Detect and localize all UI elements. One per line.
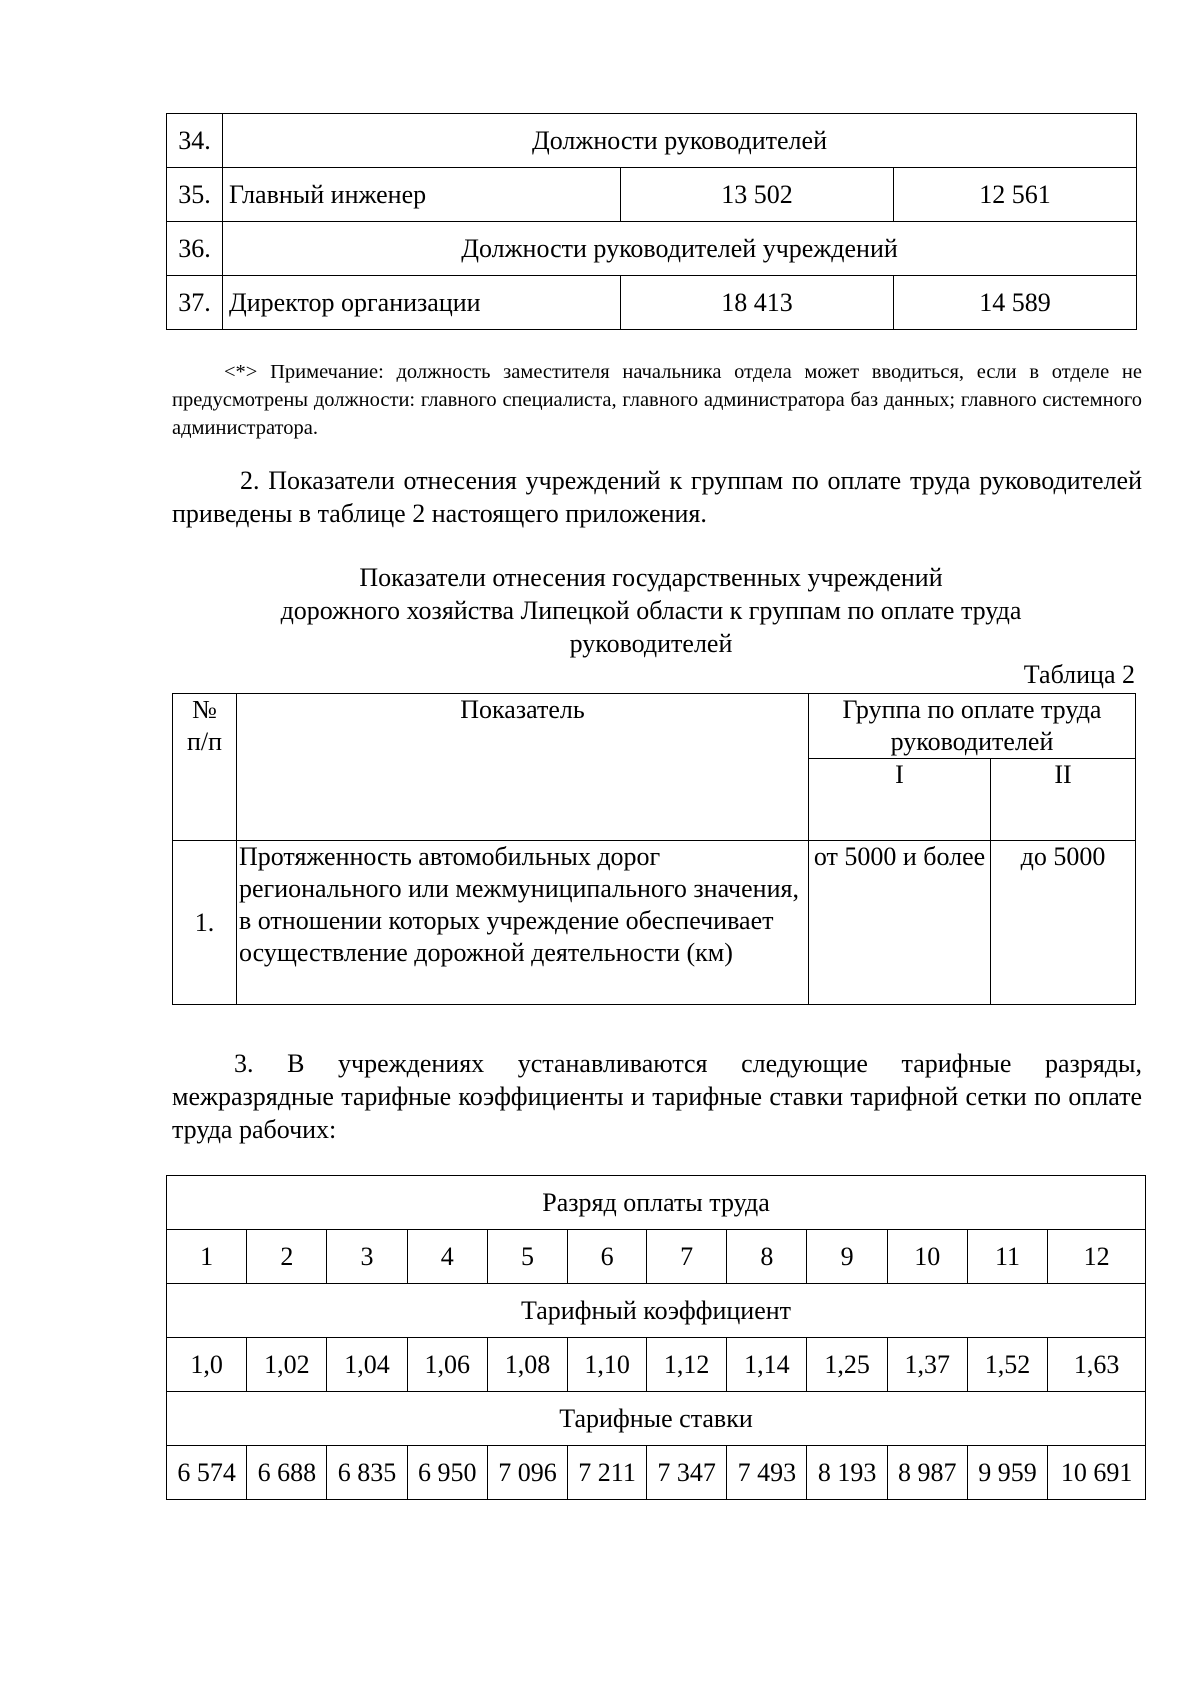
rate-cell: 9 959 <box>967 1446 1047 1500</box>
rate-cell: 7 347 <box>647 1446 727 1500</box>
grade-cell: 1 <box>167 1230 247 1284</box>
header-group-2: II <box>991 759 1136 841</box>
coef-title: Тарифный коэффициент <box>167 1284 1146 1338</box>
rate-cell: 7 096 <box>487 1446 567 1500</box>
coef-cell: 1,25 <box>807 1338 887 1392</box>
rate-cell: 10 691 <box>1048 1446 1146 1500</box>
header-number-sign: № <box>192 695 217 724</box>
table-row <box>167 1446 1146 1500</box>
table-row <box>167 1338 1146 1392</box>
table-row <box>173 841 1136 1005</box>
grade-cell: 4 <box>407 1230 487 1284</box>
grade-cell: 10 <box>887 1230 967 1284</box>
coef-cell: 1,06 <box>407 1338 487 1392</box>
coef-cell: 1,12 <box>647 1338 727 1392</box>
salary-value: 12 561 <box>894 168 1137 222</box>
heading-line: дорожного хозяйства Липецкой области к группам по оплате труда <box>280 596 1022 625</box>
table-row <box>167 1230 1146 1284</box>
grade-cell: 12 <box>1048 1230 1146 1284</box>
header-indicator: Показатель <box>237 694 809 841</box>
table-2-label: Таблица 2 <box>1023 660 1135 689</box>
coef-cell: 1,08 <box>487 1338 567 1392</box>
coef-cell: 1,02 <box>247 1338 327 1392</box>
grade-cell: 7 <box>647 1230 727 1284</box>
rate-cell: 6 950 <box>407 1446 487 1500</box>
row-number: 1. <box>173 841 237 1005</box>
grade-cell: 2 <box>247 1230 327 1284</box>
rate-cell: 8 193 <box>807 1446 887 1500</box>
table-header-row <box>173 694 1136 759</box>
group-heading: Должности руководителей учреждений <box>223 222 1137 276</box>
table-row <box>167 1284 1146 1338</box>
rate-cell: 7 211 <box>568 1446 647 1500</box>
grade-cell: 3 <box>327 1230 407 1284</box>
heading-line: Показатели отнесения государственных учреждений <box>359 563 943 592</box>
position-name: Главный инженер <box>223 168 621 222</box>
header-group-1: I <box>809 759 991 841</box>
paragraph-3-text: 3. В учреждениях устанавливаются следующие тарифные разряды, межразрядные тарифные коэффициенты и тарифные ставки тарифной сетки по оплате труда рабочих: <box>172 1049 1142 1144</box>
rate-cell: 8 987 <box>887 1446 967 1500</box>
tariff-grid-table <box>166 1175 1146 1500</box>
table-row <box>167 114 1137 168</box>
position-name: Директор организации <box>223 276 621 330</box>
row-number: 34. <box>167 114 223 168</box>
coef-cell: 1,37 <box>887 1338 967 1392</box>
rate-cell: 6 688 <box>247 1446 327 1500</box>
row-number: 35. <box>167 168 223 222</box>
coef-cell: 1,04 <box>327 1338 407 1392</box>
header-group: Группа по оплате труда руководителей <box>809 694 1136 759</box>
row-number: 37. <box>167 276 223 330</box>
table-row <box>167 222 1137 276</box>
header-number-abbr: п/п <box>186 727 223 756</box>
group-heading: Должности руководителей <box>223 114 1137 168</box>
rate-cell: 7 493 <box>727 1446 807 1500</box>
indicators-table <box>172 693 1136 1005</box>
table-row <box>167 276 1137 330</box>
footnote <box>172 358 1142 442</box>
table-row <box>167 168 1137 222</box>
salary-value: 14 589 <box>894 276 1137 330</box>
group-2-value: до 5000 <box>991 841 1136 1005</box>
group-1-value: от 5000 и более <box>809 841 991 1005</box>
footnote-text: <*> Примечание: должность заместителя начальника отдела может вводиться, если в отделе не предусмотрены должности: главного специалиста, главного администратора баз данных; главного системного администратора. <box>172 361 1142 439</box>
grade-cell: 8 <box>727 1230 807 1284</box>
indicator-text: Протяженность автомобильных дорог регионального или межмуниципального значения, в отношении которых учреждение обеспечивает осуществление дорожной деятельности (км) <box>237 841 809 1005</box>
paragraph-2 <box>172 464 1142 530</box>
rate-cell: 6 574 <box>167 1446 247 1500</box>
grade-title: Разряд оплаты труда <box>167 1176 1146 1230</box>
paragraph-2-text: 2. Показатели отнесения учреждений к группам по оплате труда руководителей приведены в таблице 2 настоящего приложения. <box>172 466 1142 528</box>
row-number: 36. <box>167 222 223 276</box>
grade-cell: 5 <box>487 1230 567 1284</box>
paragraph-3 <box>172 1047 1142 1146</box>
coef-cell: 1,63 <box>1048 1338 1146 1392</box>
coef-cell: 1,14 <box>727 1338 807 1392</box>
table-row <box>167 1176 1146 1230</box>
positions-salary-table <box>166 113 1137 330</box>
rate-cell: 6 835 <box>327 1446 407 1500</box>
coef-cell: 1,52 <box>967 1338 1047 1392</box>
header-number <box>173 694 237 841</box>
coef-cell: 1,0 <box>167 1338 247 1392</box>
table-row <box>167 1392 1146 1446</box>
coef-cell: 1,10 <box>568 1338 647 1392</box>
rates-title: Тарифные ставки <box>167 1392 1146 1446</box>
salary-value: 13 502 <box>621 168 894 222</box>
table-2-heading <box>166 561 1136 660</box>
grade-cell: 11 <box>967 1230 1047 1284</box>
heading-line: руководителей <box>569 629 733 658</box>
grade-cell: 6 <box>568 1230 647 1284</box>
salary-value: 18 413 <box>621 276 894 330</box>
grade-cell: 9 <box>807 1230 887 1284</box>
